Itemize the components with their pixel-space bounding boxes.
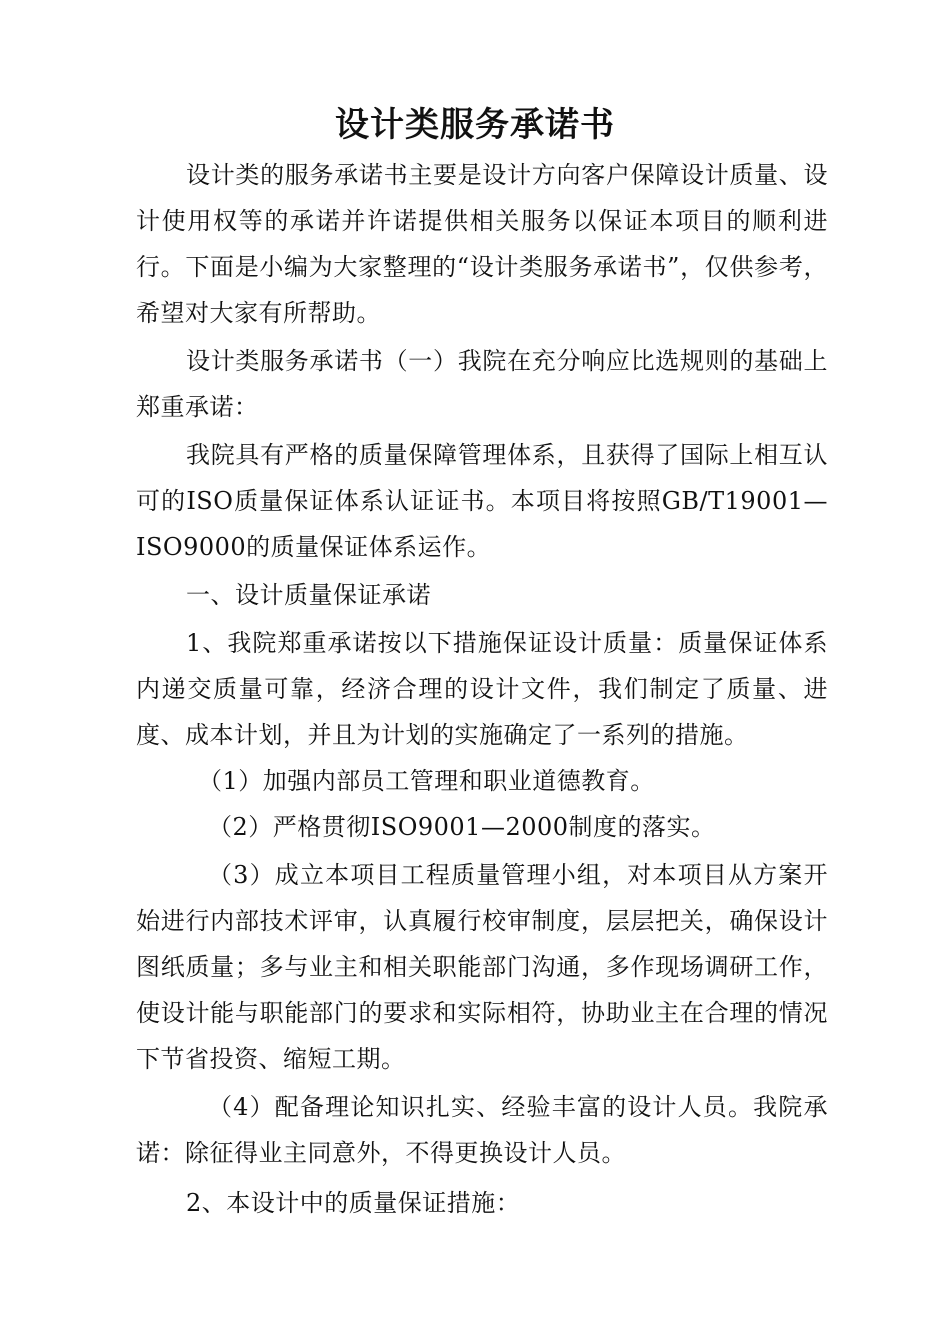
quality-system-paragraph: 我院具有严格的质量保障管理体系，且获得了国际上相互认可的ISO质量保证体系认证证书。本项目将按照GB/T19001—ISO9000的质量保证体系运作。 <box>136 441 828 561</box>
subitem-1-paragraph: （1）加强内部员工管理和职业道德教育。 <box>198 767 655 795</box>
document-body <box>136 152 828 1226</box>
commitment-intro-paragraph: 设计类服务承诺书（一）我院在充分响应比选规则的基础上郑重承诺： <box>136 347 828 421</box>
subitem-4-paragraph: （4）配备理论知识扎实、经验丰富的设计人员。我院承诺：除征得业主同意外，不得更换设计人员。 <box>136 1093 828 1167</box>
intro-paragraph: 设计类的服务承诺书主要是设计方向客户保障设计质量、设计使用权等的承诺并许诺提供相关服务以保证本项目的顺利进行。下面是小编为大家整理的“设计类服务承诺书”，仅供参考，希望对大家有所帮助。 <box>136 161 828 327</box>
subitem-2-paragraph: （2）严格贯彻ISO9001—2000制度的落实。 <box>208 813 716 841</box>
item-1-paragraph: 1、我院郑重承诺按以下措施保证设计质量：质量保证体系内递交质量可靠，经济合理的设计文件，我们制定了质量、进度、成本计划，并且为计划的实施确定了一系列的措施。 <box>136 629 828 749</box>
document-title: 设计类服务承诺书 <box>335 105 615 145</box>
subitem-3-paragraph: （3）成立本项目工程质量管理小组，对本项目从方案开始进行内部技术评审，认真履行校审制度，层层把关，确保设计图纸质量；多与业主和相关职能部门沟通，多作现场调研工作，使设计能与职能部门的要求和实际相符，协助业主在合理的情况下节省投资、缩短工期。 <box>136 861 828 1073</box>
item-2-paragraph: 2、本设计中的质量保证措施： <box>186 1189 521 1217</box>
section-heading-quality: 一、设计质量保证承诺 <box>186 581 431 609</box>
